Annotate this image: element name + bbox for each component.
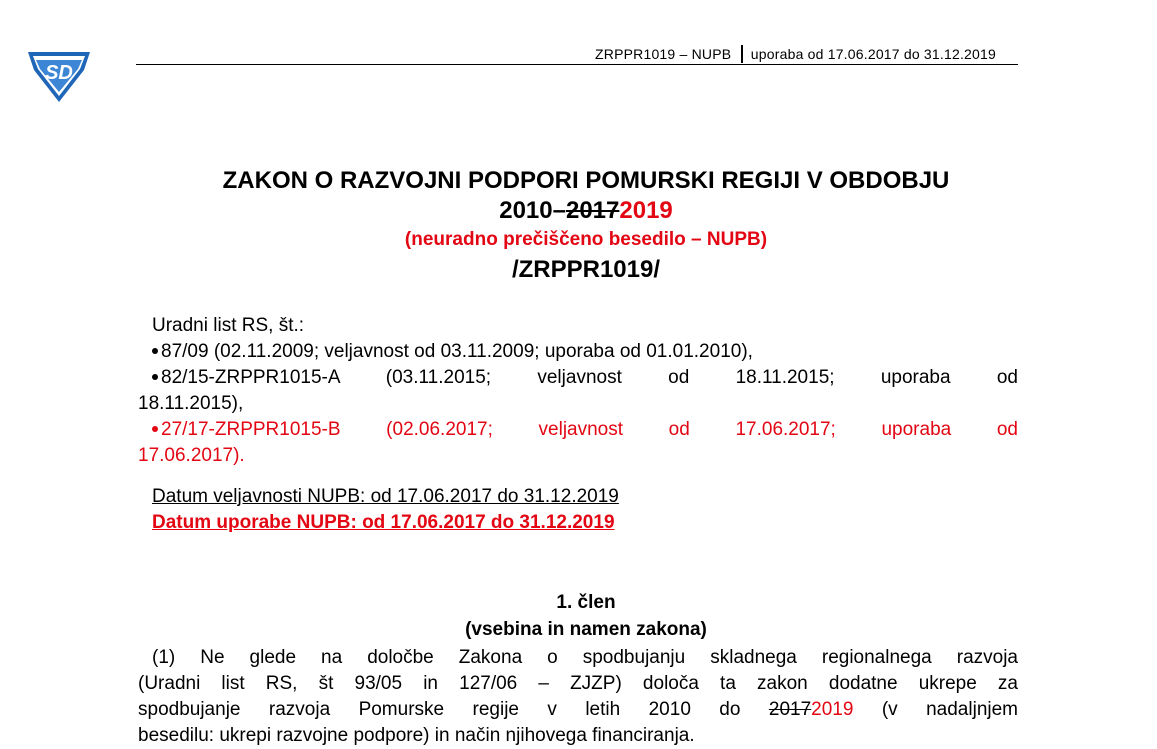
law-subtitle: (neuradno prečiščeno besedilo – NUPB) <box>404 229 768 250</box>
struck-year: 2017 <box>565 197 620 224</box>
page-header <box>136 44 1018 65</box>
header-usage: uporaba od 17.06.2017 do 31.12.2019 <box>750 46 996 62</box>
law-title-line1: ZAKON O RAZVOJNI PODPORI POMURSKI REGIJI V OBDOBJU <box>222 167 950 194</box>
gazette-entry-1: 87/09 (02.11.2009; veljavnost od 03.11.2009; uporaba od 01.01.2010), <box>138 339 1018 365</box>
article-paragraph <box>138 645 1018 749</box>
validity-date: Datum veljavnosti NUPB: od 17.06.2017 do 31.12.2019 <box>152 486 619 507</box>
header-separator <box>741 45 743 63</box>
svg-text:SD: SD <box>45 62 73 84</box>
gazette-section <box>138 313 1018 469</box>
header-code: ZRPPR1019 – NUPB <box>595 46 732 62</box>
law-title-line2: 2010–20172019 <box>499 197 673 224</box>
law-code: /ZRPPR1019/ <box>511 256 661 283</box>
gazette-entry-2-cont: 18.11.2015), <box>138 393 244 414</box>
paragraph-line-3: spodbujanje razvoja Pomurske regije v letih 2010 do 20172019 (v nadaljnjem <box>138 699 1019 720</box>
paragraph-line-4: besedilu: ukrepi razvojne podpore) in način njihovega financiranja. <box>138 725 695 746</box>
article-number: 1. člen <box>556 592 616 613</box>
sd-shield-logo-icon <box>22 48 96 104</box>
paragraph-line-2: (Uradni list RS, št 93/05 in 127/06 – ZJZP) določa ta zakon dodatne ukrepe za <box>138 673 1018 694</box>
article-heading: (vsebina in namen zakona) <box>465 619 707 640</box>
usage-date: Datum uporabe NUPB: od 17.06.2017 do 31.12.2019 <box>152 512 615 533</box>
gazette-entry-2: 82/15-ZRPPR1015-A (03.11.2015; veljavnost od 18.11.2015; uporaba od <box>138 365 1018 391</box>
amended-year: 2019 <box>619 197 673 224</box>
gazette-entry-3-cont: 17.06.2017). <box>138 445 245 466</box>
gazette-entry-3: 27/17-ZRPPR1015-B (02.06.2017; veljavnost od 17.06.2017; uporaba od <box>138 417 1018 443</box>
validity-section <box>138 484 1018 536</box>
paragraph-line-1: (1) Ne glede na določbe Zakona o spodbujanju skladnega regionalnega razvoja <box>152 647 1018 668</box>
gazette-label: Uradni list RS, št.: <box>152 315 305 336</box>
